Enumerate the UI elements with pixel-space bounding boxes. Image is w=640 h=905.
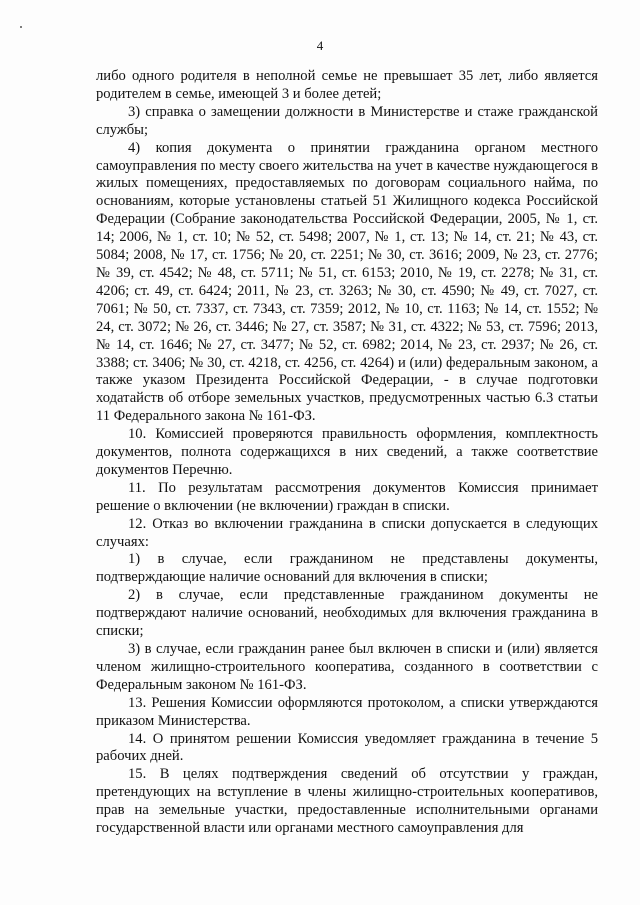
paragraph-10: 10. Комиссией проверяются правильность оформления, комплектность документов, полнота содержащихся в них сведений, а также соответствие документов Перечню. xyxy=(96,426,598,478)
paragraph-12: 12. Отказ во включении гражданина в списки допускается в следующих случаях: xyxy=(96,515,598,550)
document-body xyxy=(96,68,598,838)
paragraph-15: 15. В целях подтверждения сведений об отсутствии у граждан, претендующих на вступление в члены жилищно-строительных кооперативов, прав на земельные участки, предоставленные исполнительными органами государственной власти или органами местного самоуправления для xyxy=(96,766,598,837)
scan-speck xyxy=(20,26,22,28)
page-number: 4 xyxy=(316,38,324,53)
paragraph-14: 14. О принятом решении Комиссия уведомляет гражданина в течение 5 рабочих дней. xyxy=(96,730,598,765)
paragraph-item-3: 3) справка о замещении должности в Министерстве и стаже гражданской службы; xyxy=(96,103,598,138)
paragraph-11: 11. По результатам рассмотрения документов Комиссия принимает решение о включении (не включении) граждан в списки. xyxy=(96,479,598,514)
paragraph-13: 13. Решения Комиссии оформляются протоколом, а списки утверждаются приказом Министерства. xyxy=(96,694,598,729)
paragraph-12-item-2: 2) в случае, если представленные гражданином документы не подтверждают наличие оснований, необходимых для включения гражданина в списки; xyxy=(96,587,598,640)
paragraph-12-item-3: 3) в случае, если гражданин ранее был включен в списки и (или) является членом жилищно-строительного кооператива, созданного в соответствии с Федеральным законом № 161-ФЗ. xyxy=(96,641,598,693)
paragraph-12-item-1: 1) в случае, если гражданином не представлены документы, подтверждающие наличие оснований для включения в списки; xyxy=(96,551,598,586)
paragraph-continuation: либо одного родителя в неполной семье не превышает 35 лет, либо является родителем в семье, имеющей 3 и более детей; xyxy=(96,68,598,102)
paragraph-item-4: 4) копия документа о принятии гражданина органом местного самоуправления по месту своего жительства на учет в качестве нуждающегося в жилых помещениях, предоставляемых по договорам социального найма, по основаниям, которые установлены статьей 51 Жилищного кодекса Российской Федерации (Собрание законодательства Российской Федерации, 2005, № 1, ст. 14; 2006, № 1, ст. 10; № 52, ст. 5498; 2007, № 1, ст. 13; № 14, ст. 21; № 43, ст. 5084; 2008, № 17, ст. 1756; № 20, ст. 2251; № 30, ст. 3616; 2009, № 23, ст. 2776; № 39, ст. 4542; № 48, ст. 5711; № 51, ст. 6153; 2010, № 19, ст. 2278; № 31, ст. 4206; ст. 49, ст. 6424; 2011, № 23, ст. 3263; № 30, ст. 4590; № 49, ст. 7027, ст. 7061; № 50, ст. 7337, ст. 7343, ст. 7359; 2012, № 10, ст. 1163; № 14, ст. 1552; № 24, ст. 3072; № 26, ст. 3446; № 27, ст. 3587; № 31, ст. 4322; № 53, ст. 7596; 2013, № 14, ст. 1646; № 27, ст. 3477; № 52, ст. 6982; 2014, № 23, ст. 2937; № 26, ст. 3388; ст. 3406; № 30, ст. 4218, ст. 4256, ст. 4264) и (или) федеральным законом, а также указом Президента Российской Федерации, - в случае подготовки ходатайств об отборе земельных участков, предусмотренных частью 6.3 статьи 11 Федерального закона № 161-ФЗ. xyxy=(96,139,598,425)
